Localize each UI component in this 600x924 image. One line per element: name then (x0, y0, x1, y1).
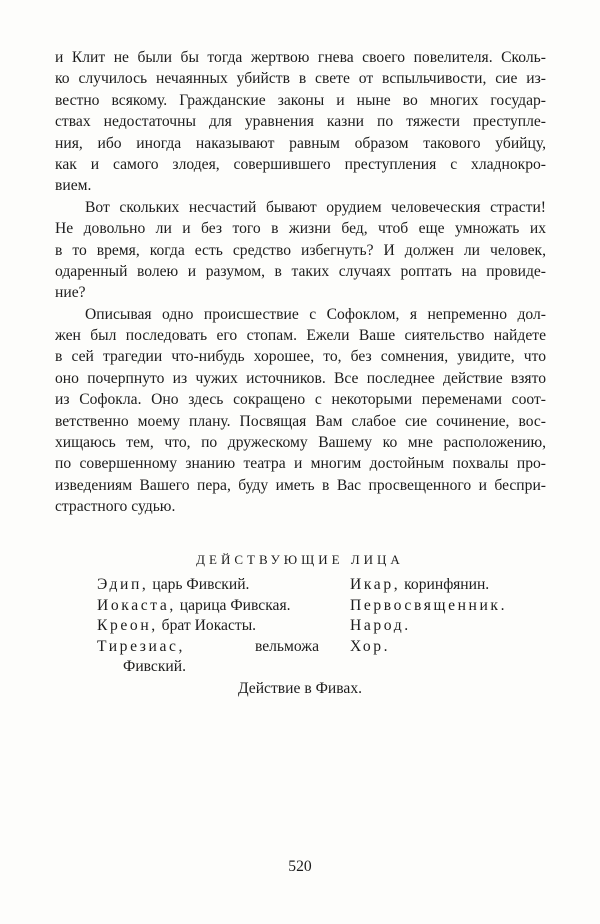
text-line: по совершенному знанию театра и многим достойным похвалы про- (55, 455, 546, 473)
text-line: оно почерпнуто из чужих источников. Все последнее действие взято (55, 369, 546, 387)
cast-entry-high-priest: Первосвященник. (350, 596, 508, 614)
setting-line: Действие в Фивах. (237, 680, 363, 697)
text-line: одаренный волею и разумом, в таких случаях роптать на провиде- (55, 262, 546, 280)
cast-heading: ДЕЙСТВУЮЩИЕ ЛИЦА (196, 552, 404, 567)
character-name: Эдип, (97, 576, 149, 593)
text-line: в то время, когда есть средство избегнуть? И должен ли человек, (55, 241, 546, 259)
text-line: вестно всякому. Гражданские законы и ныне во многих государ- (55, 91, 546, 109)
text-line: хищаюсь тем, что, по дружескому Вашему ко мне расположению, (55, 434, 546, 452)
text-line: изведениям Вашего пера, буду иметь в Вас просвещенного и беспри- (55, 476, 546, 494)
cast-list-right (350, 575, 550, 657)
cast-entry-chorus: Хор. (350, 637, 391, 655)
character-name: Креон, (97, 617, 158, 634)
text-line: как и самого злодея, совершившего преступления с хладнокро- (55, 155, 546, 173)
character-description: вельможа (254, 637, 319, 655)
text-line: и Клит не были бы тогда жертвою гнева своего повелителя. Сколь- (55, 49, 546, 66)
cast-entry-jocasta (97, 596, 347, 617)
cast-list-left (97, 575, 347, 678)
text-line: из Софокла. Оно здесь сокращено с некоторыми переменами соот- (55, 391, 546, 409)
dedication-text (55, 47, 546, 518)
character-name: Тирезиас, (97, 637, 186, 655)
text-line: ния, ибо иногда наказывают равным образом такового убийцу, (55, 134, 546, 152)
text-line: ветственно моему плану. Посвящая Вам слабое сие сочинение, вос- (55, 412, 546, 430)
cast-entry-creon (97, 616, 347, 637)
text-line: ствах недостаточны для уравнения казни по тяжести преступле- (55, 113, 546, 131)
cast-entry-people: Народ. (350, 617, 411, 634)
text-line: ние? (55, 284, 86, 302)
page-number: 520 (288, 858, 312, 875)
cast-entry-oedipus (97, 575, 347, 596)
text-line: страстного судью. (55, 498, 176, 516)
character-description: царица Фивская. (179, 596, 291, 614)
text-line: жен был последовать его стопам. Ежели Ваше сиятельство найдете (55, 327, 546, 345)
cast-entry-ikar (350, 575, 550, 596)
character-description: царь Фивский. (152, 576, 250, 593)
character-description-continued: Фивский. (123, 658, 187, 675)
text-line: Не довольно ли и без того в жизни бед, чтоб еще умножать их (55, 220, 546, 238)
text-line: Вот скольких несчастий бывают орудием человеческия страсти! (85, 198, 546, 216)
text-line: ко случилось нечаянных убийств в свете от вспыльчивости, сие из- (55, 70, 546, 88)
character-description: брат Иокасты. (161, 617, 257, 634)
text-line: вием. (55, 177, 92, 195)
cast-entry-tiresias (97, 637, 347, 658)
character-description: коринфянин. (404, 576, 490, 593)
text-line: в сей трагедии что-нибудь хорошее, то, без сомнения, увидите, что (55, 348, 546, 366)
character-name: Иокаста, (97, 596, 176, 614)
text-line: Описывая одно происшествие с Софоклом, я непременно дол- (85, 305, 546, 323)
character-name: Икар, (350, 576, 401, 593)
